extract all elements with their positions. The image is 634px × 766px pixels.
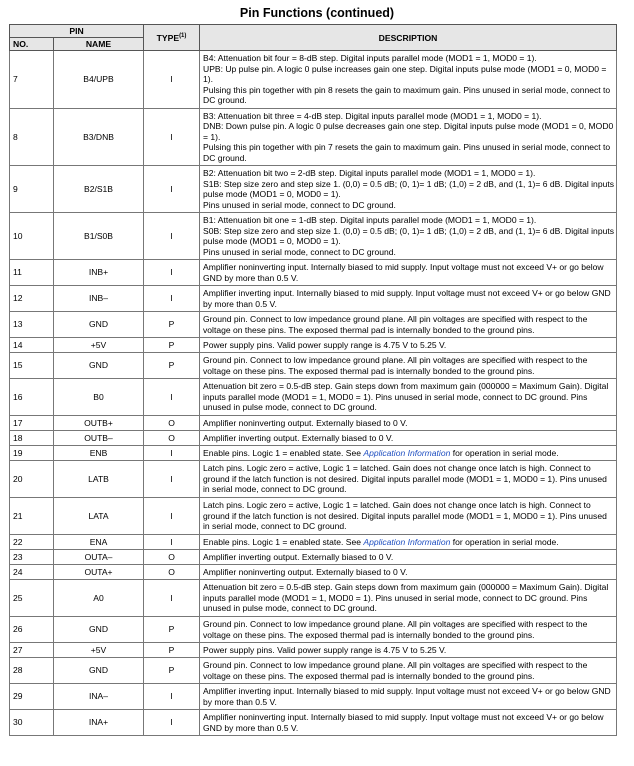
pin-number: 21 xyxy=(10,498,54,535)
pin-description: Ground pin. Connect to low impedance ground plane. All pin voltages are specified with respect to the voltage on these pins. The exposed thermal pad is internally bonded to the ground pins. xyxy=(200,617,617,643)
pin-type: I xyxy=(144,109,200,166)
pin-description: Amplifier noninverting output. Externally biased to 0 V. xyxy=(200,565,617,580)
table-row xyxy=(10,109,617,166)
pin-name: OUTB– xyxy=(54,431,144,446)
pin-description: Amplifier noninverting output. Externally biased to 0 V. xyxy=(200,416,617,431)
pin-name: GND xyxy=(54,353,144,379)
pin-number: 27 xyxy=(10,643,54,658)
pin-type: P xyxy=(144,658,200,684)
pin-description: Amplifier inverting input. Internally biased to mid supply. Input voltage must not exceed V+ or go below GND by more than 0.5 V. xyxy=(200,286,617,312)
table-row xyxy=(10,498,617,535)
pin-type: I xyxy=(144,260,200,286)
table-row xyxy=(10,431,617,446)
pin-name: GND xyxy=(54,312,144,338)
page-title: Pin Functions (continued) xyxy=(239,6,395,20)
pin-number: 24 xyxy=(10,565,54,580)
type-header-label: TYPE xyxy=(156,32,180,43)
pin-name: A0 xyxy=(54,580,144,617)
pin-type: O xyxy=(144,565,200,580)
table-row xyxy=(10,684,617,710)
description-header: DESCRIPTION xyxy=(200,25,617,51)
pin-type: I xyxy=(144,710,200,736)
pin-name: ENB xyxy=(54,446,144,461)
pin-number: 30 xyxy=(10,710,54,736)
table-row xyxy=(10,535,617,550)
pin-number: 9 xyxy=(10,166,54,213)
pin-number: 25 xyxy=(10,580,54,617)
pin-type: I xyxy=(144,461,200,498)
description-text: Enable pins. Logic 1 = enabled state. See xyxy=(203,536,364,547)
pin-number: 12 xyxy=(10,286,54,312)
pin-type: O xyxy=(144,550,200,565)
pin-type: I xyxy=(144,379,200,416)
pin-description: B1: Attenuation bit one = 1-dB step. Digital inputs parallel mode (MOD1 = 1, MOD0 = 1). S0B: Step size zero and step size 1. (0,0) = 0.5 dB; (0, 1)= 1 dB; (1,0) = 2 dB, and (1, 1)= 6 dB. Digital inputs pulse mode (MOD1 = 0, MOD0 = 1). Pins unused in serial mode, connect to DC ground. xyxy=(200,213,617,260)
pin-description: Power supply pins. Valid power supply range is 4.75 V to 5.25 V. xyxy=(200,338,617,353)
no-header: NO. xyxy=(10,38,54,51)
pin-type: P xyxy=(144,643,200,658)
table-row xyxy=(10,643,617,658)
pin-description xyxy=(200,535,617,550)
table-row xyxy=(10,166,617,213)
pin-description: Attenuation bit zero = 0.5-dB step. Gain steps down from maximum gain (000000 = Maximum Gain). Digital inputs parallel mode (MOD1 = 1, MOD0 = 1). Pins unused in serial mode, connect to DC ground. Pins unused in pulse mode, connect to DC ground. xyxy=(200,379,617,416)
table-row xyxy=(10,312,617,338)
pin-name: B2/S1B xyxy=(54,166,144,213)
pin-number: 8 xyxy=(10,109,54,166)
pin-type: I xyxy=(144,286,200,312)
pin-type: P xyxy=(144,312,200,338)
table-row xyxy=(10,51,617,109)
pin-name: LATA xyxy=(54,498,144,535)
pin-header: PIN xyxy=(10,25,144,38)
pin-type: I xyxy=(144,51,200,109)
table-row xyxy=(10,213,617,260)
pin-name: LATB xyxy=(54,461,144,498)
table-row xyxy=(10,617,617,643)
pin-number: 13 xyxy=(10,312,54,338)
pin-description: Power supply pins. Valid power supply range is 4.75 V to 5.25 V. xyxy=(200,643,617,658)
pin-number: 29 xyxy=(10,684,54,710)
pin-name: OUTB+ xyxy=(54,416,144,431)
description-text: for operation in serial mode. xyxy=(450,536,559,547)
pin-number: 28 xyxy=(10,658,54,684)
type-header xyxy=(144,25,200,51)
pin-name: INA– xyxy=(54,684,144,710)
pin-number: 16 xyxy=(10,379,54,416)
table-row xyxy=(10,416,617,431)
pin-number: 17 xyxy=(10,416,54,431)
description-text: Enable pins. Logic 1 = enabled state. See xyxy=(203,447,364,458)
pin-description: Amplifier noninverting input. Internally biased to mid supply. Input voltage must not exceed V+ or go below GND by more than 0.5 V. xyxy=(200,260,617,286)
table-body xyxy=(10,51,617,736)
pin-description: B3: Attenuation bit three = 4-dB step. Digital inputs parallel mode (MOD1 = 1, MOD0 = 1). DNB: Down pulse pin. A logic 0 pulse decreases gain one step. Digital inputs pulse mode (MOD1 = 0, MOD0 = 1). Pulsing this pin together with pin 7 resets the gain to maximum gain. Pins unused in serial mode, connect to DC ground. xyxy=(200,109,617,166)
pin-type: P xyxy=(144,353,200,379)
pin-description: Amplifier inverting output. Externally biased to 0 V. xyxy=(200,431,617,446)
pin-name: OUTA– xyxy=(54,550,144,565)
table-row xyxy=(10,550,617,565)
table-row xyxy=(10,353,617,379)
table-row xyxy=(10,580,617,617)
name-header: NAME xyxy=(54,38,144,51)
pin-number: 15 xyxy=(10,353,54,379)
pin-type: O xyxy=(144,431,200,446)
pin-description: Ground pin. Connect to low impedance ground plane. All pin voltages are specified with respect to the voltage on these pins. The exposed thermal pad is internally bonded to the ground pins. xyxy=(200,353,617,379)
application-information-link[interactable]: Application Information xyxy=(363,447,451,458)
pin-number: 23 xyxy=(10,550,54,565)
table-row xyxy=(10,379,617,416)
pin-description: B4: Attenuation bit four = 8-dB step. Digital inputs parallel mode (MOD1 = 1, MOD0 = 1). UPB: Up pulse pin. A logic 0 pulse increases gain one step. Digital inputs pulse mode (MOD1 = 0, MOD0 = 1). Pulsing this pin together with pin 8 resets the gain to maximum gain. Pins unused in serial mode, connect to DC ground. xyxy=(200,51,617,109)
table-row xyxy=(10,286,617,312)
pin-number: 18 xyxy=(10,431,54,446)
table-row xyxy=(10,565,617,580)
pin-name: B3/DNB xyxy=(54,109,144,166)
pin-type: I xyxy=(144,580,200,617)
pin-name: GND xyxy=(54,658,144,684)
table-row xyxy=(10,461,617,498)
type-footnote: (1) xyxy=(179,32,187,39)
table-row xyxy=(10,658,617,684)
pin-name: INB+ xyxy=(54,260,144,286)
pin-type: I xyxy=(144,535,200,550)
table-row xyxy=(10,338,617,353)
description-text: for operation in serial mode. xyxy=(450,447,559,458)
pin-number: 22 xyxy=(10,535,54,550)
pin-type: I xyxy=(144,446,200,461)
pin-name: B1/S0B xyxy=(54,213,144,260)
pin-type: I xyxy=(144,498,200,535)
pin-name: +5V xyxy=(54,643,144,658)
pin-description: Latch pins. Logic zero = active, Logic 1 = latched. Gain does not change once latch is high. Connect to ground if the latch function is not desired. Digital inputs parallel mode (MOD1 = 1, MOD0 = 1). Pins unused in serial mode, connect to DC ground. xyxy=(200,461,617,498)
pin-description: Ground pin. Connect to low impedance ground plane. All pin voltages are specified with respect to the voltage on these pins. The exposed thermal pad is internally bonded to the ground pins. xyxy=(200,312,617,338)
pin-description: Amplifier noninverting input. Internally biased to mid supply. Input voltage must not exceed V+ or go below GND by more than 0.5 V. xyxy=(200,710,617,736)
pin-name: INB– xyxy=(54,286,144,312)
table-header xyxy=(10,25,617,51)
pin-description xyxy=(200,446,617,461)
pin-name: B4/UPB xyxy=(54,51,144,109)
pin-description: Attenuation bit zero = 0.5-dB step. Gain steps down from maximum gain (000000 = Maximum Gain). Digital inputs parallel mode (MOD1 = 1, MOD0 = 1). Pins unused in serial mode, connect to DC ground. Pins unused in pulse mode, connect to DC ground. xyxy=(200,580,617,617)
pin-type: I xyxy=(144,213,200,260)
pin-type: I xyxy=(144,684,200,710)
pin-name: B0 xyxy=(54,379,144,416)
pin-functions-table xyxy=(9,24,617,736)
pin-name: GND xyxy=(54,617,144,643)
pin-description: Amplifier inverting output. Externally biased to 0 V. xyxy=(200,550,617,565)
pin-number: 19 xyxy=(10,446,54,461)
pin-name: ENA xyxy=(54,535,144,550)
pin-number: 26 xyxy=(10,617,54,643)
pin-type: P xyxy=(144,338,200,353)
pin-number: 11 xyxy=(10,260,54,286)
table-row xyxy=(10,446,617,461)
pin-type: O xyxy=(144,416,200,431)
application-information-link[interactable]: Application Information xyxy=(363,536,451,547)
pin-number: 20 xyxy=(10,461,54,498)
pin-description: B2: Attenuation bit two = 2-dB step. Digital inputs parallel mode (MOD1 = 1, MOD0 = 1). S1B: Step size zero and step size 1. (0,0) = 0.5 dB; (0, 1)= 1 dB; (1,0) = 2 dB, and (1, 1)= 6 dB. Digital inputs pulse mode (MOD1 = 0, MOD0 = 1). Pins unused in serial mode, connect to DC ground. xyxy=(200,166,617,213)
pin-number: 14 xyxy=(10,338,54,353)
pin-name: +5V xyxy=(54,338,144,353)
table-row xyxy=(10,260,617,286)
pin-name: OUTA+ xyxy=(54,565,144,580)
pin-description: Latch pins. Logic zero = active, Logic 1 = latched. Gain does not change once latch is high. Connect to ground if the latch function is not desired. Digital inputs parallel mode (MOD1 = 1, MOD0 = 1). Pins unused in serial mode, connect to DC ground. xyxy=(200,498,617,535)
pin-name: INA+ xyxy=(54,710,144,736)
pin-type: I xyxy=(144,166,200,213)
pin-number: 10 xyxy=(10,213,54,260)
pin-description: Ground pin. Connect to low impedance ground plane. All pin voltages are specified with respect to the voltage on these pins. The exposed thermal pad is internally bonded to the ground pins. xyxy=(200,658,617,684)
pin-number: 7 xyxy=(10,51,54,109)
pin-type: P xyxy=(144,617,200,643)
table-row xyxy=(10,710,617,736)
pin-description: Amplifier inverting input. Internally biased to mid supply. Input voltage must not exceed V+ or go below GND by more than 0.5 V. xyxy=(200,684,617,710)
